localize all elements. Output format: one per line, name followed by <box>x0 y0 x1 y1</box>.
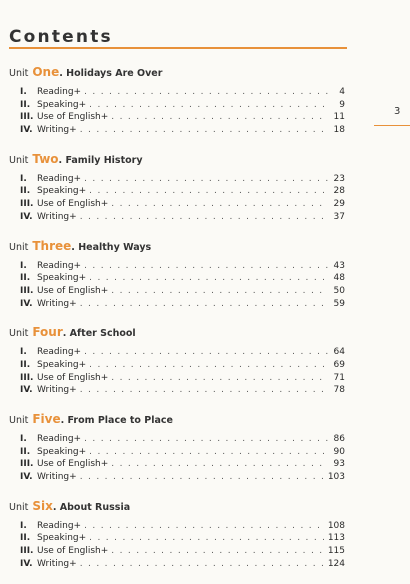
dot-leader <box>111 285 328 298</box>
entry-page-number: 71 <box>333 372 345 383</box>
unit-title: . Holidays Are Over <box>59 68 163 79</box>
dot-leader <box>80 298 328 311</box>
page-number: 3 <box>394 106 401 117</box>
dot-leader <box>89 185 328 198</box>
dot-leader <box>111 545 325 558</box>
entry-numeral: IV. <box>20 298 33 309</box>
entry-page-number: 37 <box>333 211 345 222</box>
entry-page-number: 9 <box>339 99 345 110</box>
toc-entry[interactable] <box>9 558 347 571</box>
entry-label: Speaking+ <box>37 446 87 457</box>
entry-numeral: I. <box>20 87 27 97</box>
entry-page-number: 48 <box>333 273 345 284</box>
entry-numeral: III. <box>20 546 34 557</box>
title-divider <box>9 47 347 49</box>
unit-number: Five <box>32 412 61 426</box>
entry-page-number: 108 <box>327 520 345 531</box>
entry-page-number: 43 <box>333 260 345 271</box>
entry-page-number: 113 <box>327 533 345 544</box>
toc-entry[interactable] <box>9 384 347 397</box>
toc-entry[interactable] <box>9 520 347 533</box>
dot-leader <box>89 359 328 372</box>
toc-entry[interactable] <box>9 346 347 359</box>
dot-leader <box>89 272 328 285</box>
unit-title: . After School <box>62 328 136 340</box>
dot-leader <box>84 260 328 273</box>
entry-label: Speaking+ <box>37 533 87 544</box>
entry-page-number: 18 <box>333 125 345 136</box>
entry-page-number: 124 <box>327 558 345 569</box>
entry-label: Use of English+ <box>37 459 109 470</box>
entry-page-number: 86 <box>333 434 345 444</box>
entry-numeral: III. <box>20 372 34 383</box>
toc-entry[interactable] <box>9 359 347 372</box>
unit-heading[interactable] <box>9 323 347 339</box>
dot-leader <box>89 99 328 112</box>
unit-word: Unit <box>9 68 29 79</box>
entry-numeral: II. <box>20 359 31 370</box>
toc-entry[interactable] <box>9 545 347 558</box>
entry-numeral: I. <box>20 347 27 358</box>
toc-entry[interactable] <box>9 185 347 198</box>
toc-entry[interactable] <box>9 111 347 124</box>
dot-leader <box>84 86 328 99</box>
entry-label: Reading+ <box>37 520 82 531</box>
dot-leader <box>84 173 328 186</box>
unit-number: Three <box>32 238 72 253</box>
entry-label: Use of English+ <box>37 199 109 210</box>
entry-label: Writing+ <box>37 211 77 222</box>
entry-label: Use of English+ <box>37 372 109 383</box>
unit-heading[interactable] <box>9 410 347 426</box>
entry-page-number: 23 <box>333 173 345 184</box>
entry-page-number: 4 <box>339 87 345 97</box>
entry-numeral: III. <box>20 285 34 296</box>
entry-label: Writing+ <box>37 385 77 396</box>
unit-section <box>9 150 347 224</box>
toc-entry[interactable] <box>9 260 347 273</box>
entry-page-number: 90 <box>333 446 345 457</box>
entry-page-number: 59 <box>333 298 345 309</box>
entry-numeral: I. <box>20 434 27 444</box>
entry-page-number: 64 <box>333 347 345 358</box>
toc-entry[interactable] <box>9 99 347 112</box>
dot-leader <box>80 211 328 224</box>
unit-word: Unit <box>9 501 29 513</box>
toc-entry[interactable] <box>9 446 347 459</box>
entry-label: Writing+ <box>37 125 77 136</box>
entry-numeral: IV. <box>20 558 33 569</box>
toc-entry[interactable] <box>9 433 347 446</box>
unit-section <box>9 63 347 137</box>
dot-leader <box>84 433 328 446</box>
dot-leader <box>111 198 328 211</box>
unit-heading[interactable] <box>9 63 347 79</box>
entry-label: Writing+ <box>37 558 77 569</box>
unit-heading[interactable] <box>9 150 347 166</box>
entry-page-number: 93 <box>333 459 345 470</box>
unit-number: Two <box>32 151 59 166</box>
entry-numeral: IV. <box>20 211 33 222</box>
entry-label: Use of English+ <box>37 112 109 123</box>
dot-leader <box>80 384 328 397</box>
entry-numeral: I. <box>20 520 27 531</box>
toc-entry[interactable] <box>9 298 347 311</box>
entry-page-number: 50 <box>333 285 345 296</box>
unit-word: Unit <box>9 154 29 166</box>
unit-title: . Family History <box>58 154 143 166</box>
unit-section <box>9 410 347 484</box>
unit-section <box>9 323 347 397</box>
toc-entry[interactable] <box>9 285 347 298</box>
unit-number: Four <box>32 325 63 340</box>
unit-number: Six <box>32 498 53 513</box>
unit-word: Unit <box>9 415 29 426</box>
toc-entry[interactable] <box>9 372 347 385</box>
entry-page-number: 28 <box>333 186 345 197</box>
unit-section <box>9 497 347 571</box>
toc-entry[interactable] <box>9 124 347 137</box>
entry-page-number: 103 <box>327 472 345 483</box>
entry-label: Reading+ <box>37 173 82 184</box>
dot-leader <box>111 111 328 124</box>
entry-label: Reading+ <box>37 347 82 358</box>
entry-numeral: II. <box>20 273 31 284</box>
toc-entry[interactable] <box>9 86 347 99</box>
dot-leader <box>80 471 325 484</box>
toc-entry[interactable] <box>9 458 347 471</box>
entry-page-number: 69 <box>333 359 345 370</box>
entry-numeral: II. <box>20 186 31 197</box>
entry-numeral: III. <box>20 112 34 123</box>
entry-page-number: 115 <box>327 546 345 557</box>
entry-numeral: I. <box>20 260 27 271</box>
dot-leader <box>80 558 325 571</box>
dot-leader <box>89 532 325 545</box>
entry-label: Reading+ <box>37 434 82 444</box>
entry-numeral: IV. <box>20 385 33 396</box>
entry-label: Speaking+ <box>37 359 87 370</box>
unit-title: . Healthy Ways <box>71 241 152 253</box>
dot-leader <box>111 372 328 385</box>
entry-label: Use of English+ <box>37 285 109 296</box>
toc-entry[interactable] <box>9 471 347 484</box>
unit-section <box>9 237 347 311</box>
page-title: Contents <box>9 27 113 47</box>
entry-label: Speaking+ <box>37 99 87 110</box>
unit-title: . About Russia <box>52 501 131 513</box>
unit-word: Unit <box>9 241 29 253</box>
dot-leader <box>80 124 328 137</box>
entry-label: Writing+ <box>37 298 77 309</box>
table-of-contents <box>9 63 347 584</box>
toc-entry[interactable] <box>9 211 347 224</box>
unit-number: One <box>32 65 60 79</box>
entry-label: Use of English+ <box>37 546 109 557</box>
entry-label: Speaking+ <box>37 186 87 197</box>
entry-numeral: III. <box>20 199 34 210</box>
toc-entry[interactable] <box>9 198 347 211</box>
toc-entry[interactable] <box>9 173 347 186</box>
dot-leader <box>89 446 328 459</box>
entry-numeral: IV. <box>20 125 33 136</box>
entry-page-number: 11 <box>333 112 345 123</box>
entry-numeral: III. <box>20 459 34 470</box>
toc-entry[interactable] <box>9 532 347 545</box>
dot-leader <box>84 346 328 359</box>
entry-label: Reading+ <box>37 260 82 271</box>
page-number-divider <box>374 125 410 126</box>
unit-word: Unit <box>9 328 29 340</box>
entry-numeral: I. <box>20 173 27 184</box>
entry-numeral: II. <box>20 99 31 110</box>
dot-leader <box>111 458 328 471</box>
unit-title: . From Place to Place <box>60 415 173 426</box>
entry-numeral: II. <box>20 446 31 457</box>
entry-label: Writing+ <box>37 472 77 483</box>
unit-heading[interactable] <box>9 237 347 253</box>
entry-page-number: 78 <box>333 385 345 396</box>
entry-label: Reading+ <box>37 87 82 97</box>
entry-numeral: II. <box>20 533 31 544</box>
unit-heading[interactable] <box>9 497 347 513</box>
dot-leader <box>84 520 325 533</box>
entry-label: Speaking+ <box>37 273 87 284</box>
entry-page-number: 29 <box>333 199 345 210</box>
toc-entry[interactable] <box>9 272 347 285</box>
entry-numeral: IV. <box>20 472 33 483</box>
